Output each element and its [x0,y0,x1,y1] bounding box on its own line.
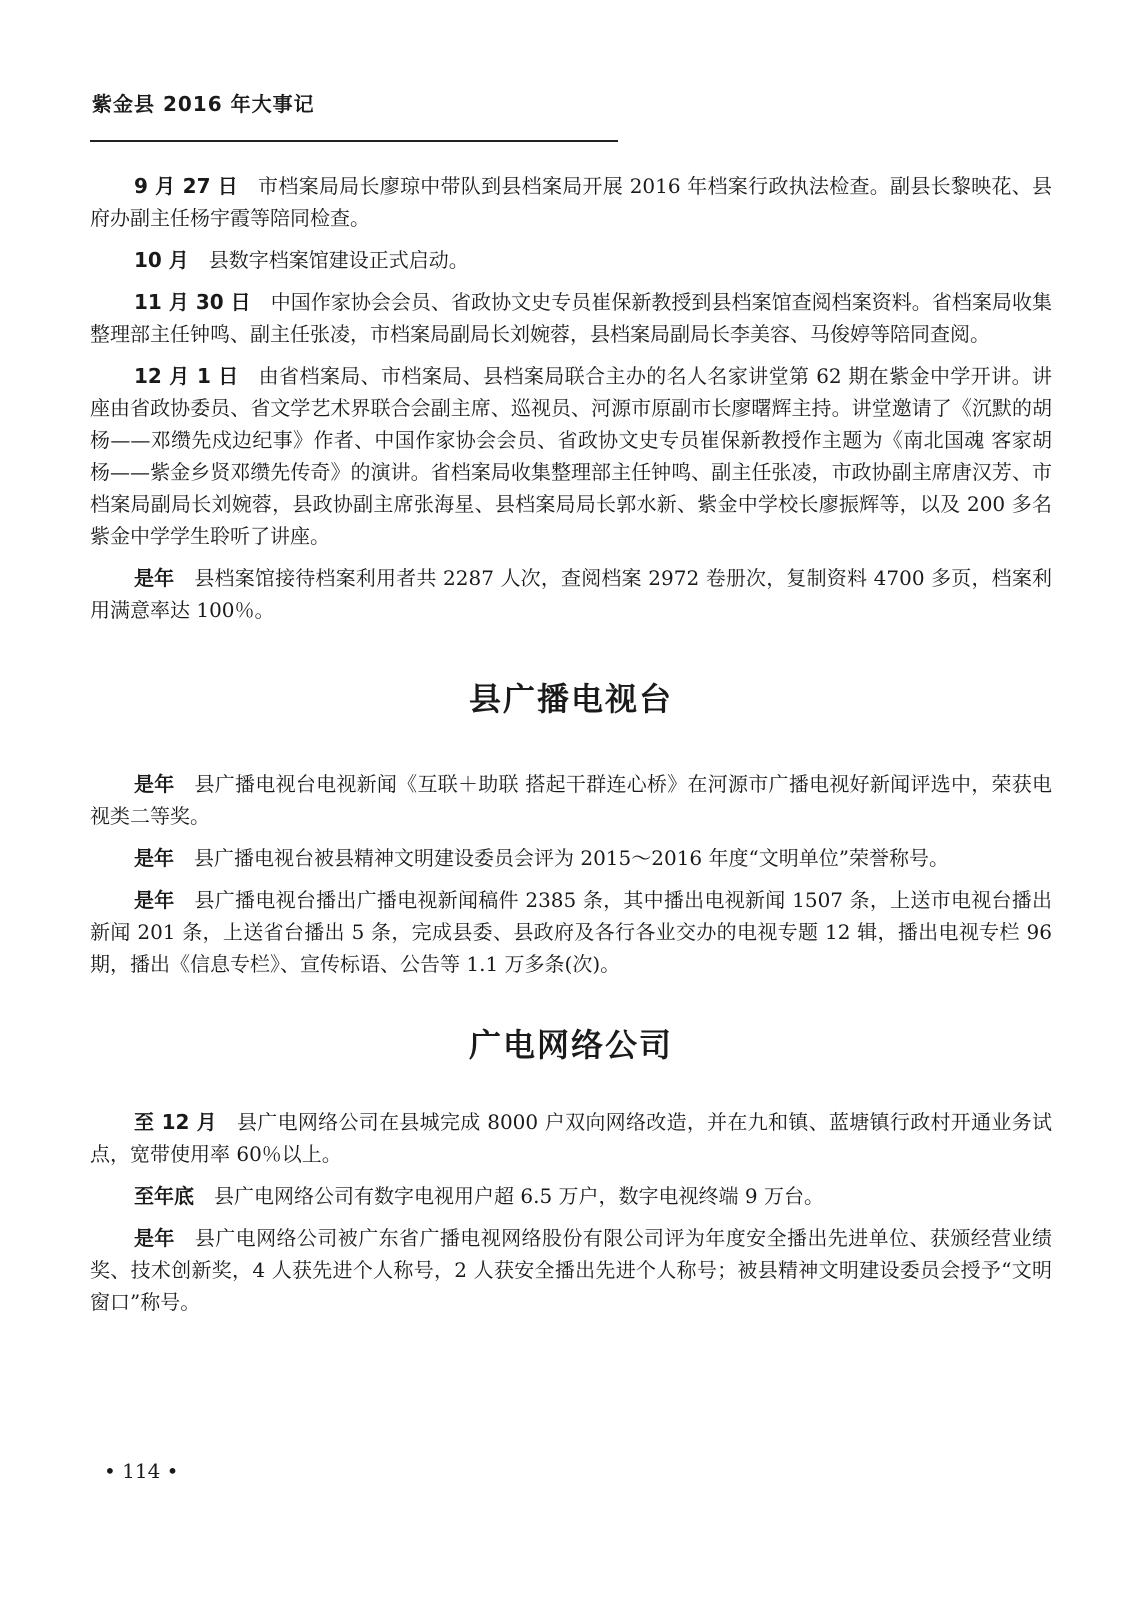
entry-text: 市档案局局长廖琼中带队到县档案局开展 2016 年档案行政执法检查。副县长黎映花、县府办副主任杨宇霞等陪同检查。 [90,174,1052,230]
entry-paragraph [90,1180,1052,1212]
header-rule [90,140,618,142]
entry-text: 县广播电视台被县精神文明建设委员会评为 2015～2016 年度“文明单位”荣誉称号。 [194,846,949,870]
entry-paragraph [90,286,1052,350]
entry-paragraph [90,562,1052,626]
section-archives [90,170,1052,626]
entry-date: 至年底 [134,1184,194,1208]
section-network-company [90,1020,1052,1318]
entry-date: 10 月 [134,248,189,272]
entry-date: 是年 [134,888,175,912]
entry-paragraph [90,360,1052,552]
entry-paragraph [90,1106,1052,1170]
entry-date: 12 月 1 日 [134,364,239,388]
entry-text: 县广电网络公司在县城完成 8000 户双向网络改造，并在九和镇、蓝塘镇行政村开通业务试点，宽带使用率 60％以上。 [90,1110,1052,1166]
running-header: 紫金县 2016 年大事记 [92,92,315,116]
entry-text: 县广播电视台播出广播电视新闻稿件 2385 条，其中播出电视新闻 1507 条，上送市电视台播出新闻 201 条，上送省台播出 5 条，完成县委、县政府及各行各业交办的电视专题 12 辑，播出电视专栏 96 期，播出《信息专栏》、宣传标语、公告等 1.1 万多条(次)。 [90,888,1052,976]
entry-date: 至 12 月 [134,1110,217,1134]
entry-text: 县广电网络公司被广东省广播电视网络股份有限公司评为年度安全播出先进单位、获颁经营业绩奖、技术创新奖，4 人获先进个人称号，2 人获安全播出先进个人称号；被县精神文明建设委员会授予“文明窗口”称号。 [90,1226,1053,1314]
entry-paragraph [90,842,1052,874]
entry-date: 9 月 27 日 [134,174,239,198]
entry-text: 县广播电视台电视新闻《互联＋助联 搭起干群连心桥》在河源市广播电视好新闻评选中，荣获电视类二等奖。 [90,772,1052,828]
page-content [90,170,1052,1328]
entry-paragraph [90,1222,1052,1318]
entry-date: 是年 [134,566,175,590]
entry-date: 是年 [134,1226,175,1250]
entry-paragraph [90,768,1052,832]
entry-paragraph [90,244,1052,276]
entry-text: 县数字档案馆建设正式启动。 [208,248,469,272]
section-title: 广电网络公司 [468,1026,673,1064]
section-title: 县广播电视台 [468,680,673,718]
entry-date: 是年 [134,772,175,796]
entry-text: 县档案馆接待档案利用者共 2287 人次，查阅档案 2972 卷册次，复制资料 4700 多页，档案利用满意率达 100％。 [90,566,1052,622]
entry-text: 县广电网络公司有数字电视用户超 6.5 万户，数字电视终端 9 万台。 [214,1184,824,1208]
entry-text: 由省档案局、市档案局、县档案局联合主办的名人名家讲堂第 62 期在紫金中学开讲。讲座由省政协委员、省文学艺术界联合会副主席、巡视员、河源市原副市长廖曙辉主持。讲堂邀请了《沉默的胡杨——邓缵先戍边纪事》作者、中国作家协会会员、省政协文史专员崔保新教授作主题为《南北国魂 客家胡杨——紫金乡贤邓缵先传奇》的演讲。省档案局收集整理部主任钟鸣、副主任张凌，市政协副主席唐汉芳、市档案局副局长刘婉蓉，县政协副主席张海星、县档案局局长郭水新、紫金中学校长廖振辉等，以及 200 多名紫金中学学生聆听了讲座。 [90,364,1052,548]
entry-date: 是年 [134,846,174,870]
section-tv-station [90,674,1052,980]
page-number: • 114 • [104,1459,179,1483]
entry-date: 11 月 30 日 [134,290,251,314]
entry-paragraph [90,170,1052,234]
entry-paragraph [90,884,1052,980]
entry-text: 中国作家协会会员、省政协文史专员崔保新教授到县档案馆查阅档案资料。省档案局收集整理部主任钟鸣、副主任张凌，市档案局副局长刘婉蓉，县档案局副局长李美容、马俊婷等陪同查阅。 [90,290,1053,346]
